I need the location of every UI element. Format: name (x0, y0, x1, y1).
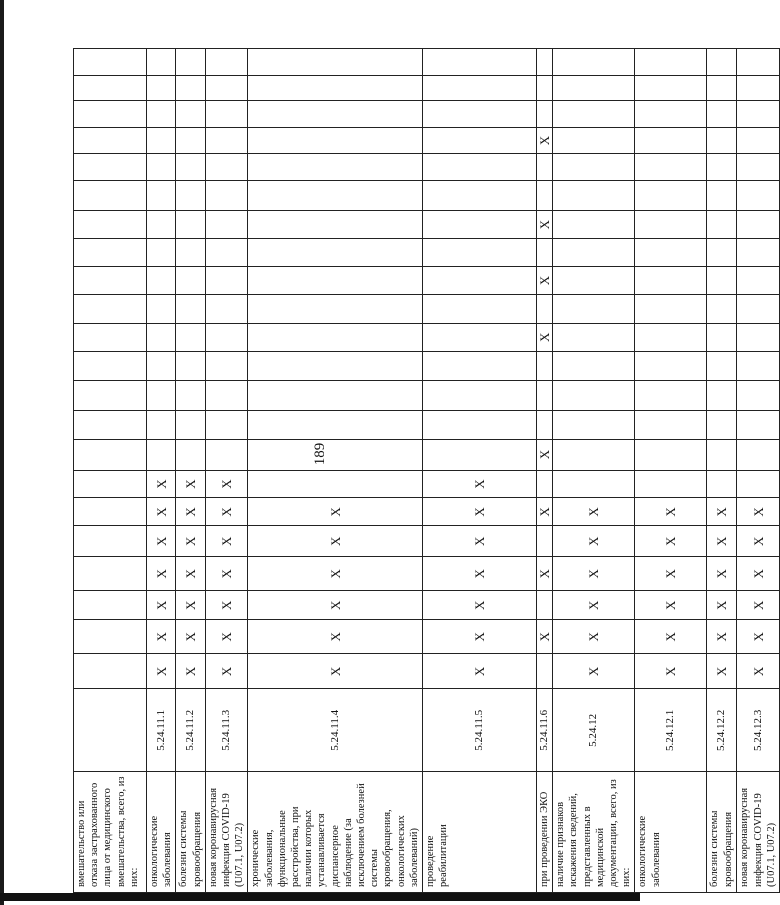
table-cell (176, 439, 205, 470)
table-cell (737, 100, 780, 127)
table-cell (423, 100, 537, 127)
row-label: болезни системы кровообращения (176, 772, 205, 893)
table-cell: X (537, 498, 553, 526)
table-cell (707, 154, 737, 181)
row-code: 5.24.11.5 (423, 689, 537, 772)
row-code: 5.24.11.1 (147, 689, 176, 772)
table-cell (553, 470, 635, 498)
table-row (74, 49, 147, 893)
table-cell: X (147, 591, 176, 620)
table-cell: X (553, 591, 635, 620)
table-cell (205, 323, 248, 351)
table-cell (74, 181, 147, 211)
table-cell (553, 380, 635, 410)
table-cell (553, 100, 635, 127)
table-cell (737, 211, 780, 239)
table-cell (707, 211, 737, 239)
table-cell (74, 591, 147, 620)
table-cell (737, 267, 780, 295)
table-cell (707, 294, 737, 323)
table-cell (537, 351, 553, 380)
table-cell (537, 591, 553, 620)
table-row (707, 49, 737, 893)
table-cell: X (176, 654, 205, 689)
table-cell (423, 410, 537, 439)
table-cell: X (737, 498, 780, 526)
table-cell (205, 181, 248, 211)
table-cell (537, 100, 553, 127)
row-label: при проведении ЭКО (537, 772, 553, 893)
table-cell (74, 267, 147, 295)
table-cell: X (737, 620, 780, 654)
table-cell: X (205, 620, 248, 654)
table-cell: X (248, 526, 423, 557)
table-cell (248, 76, 423, 101)
table-cell: X (635, 526, 707, 557)
table-cell (176, 294, 205, 323)
table-cell (176, 410, 205, 439)
table-cell (553, 49, 635, 76)
table-cell (707, 323, 737, 351)
table-cell (635, 181, 707, 211)
table-cell: X (205, 591, 248, 620)
table-cell: X (176, 557, 205, 591)
table-cell (537, 239, 553, 267)
table-cell (635, 154, 707, 181)
table-cell (737, 181, 780, 211)
table-cell (248, 294, 423, 323)
table-cell (537, 410, 553, 439)
table-cell (635, 380, 707, 410)
page-number: 189 (312, 442, 328, 466)
table-cell (423, 380, 537, 410)
table-cell: X (635, 620, 707, 654)
table-cell: X (553, 557, 635, 591)
table-cell (147, 100, 176, 127)
table-cell (176, 351, 205, 380)
table-cell: X (423, 526, 537, 557)
table-cell (248, 323, 423, 351)
table-cell: X (205, 557, 248, 591)
table-cell: X (537, 557, 553, 591)
table-cell: X (176, 498, 205, 526)
table-cell: X (707, 498, 737, 526)
table-cell (205, 76, 248, 101)
table-cell (74, 154, 147, 181)
table-cell (248, 100, 423, 127)
table-cell (176, 323, 205, 351)
table-cell (176, 267, 205, 295)
table-cell: X (707, 591, 737, 620)
table-cell: X (537, 620, 553, 654)
table-cell: X (205, 654, 248, 689)
table-cell (248, 470, 423, 498)
table-cell: X (423, 557, 537, 591)
table-cell: X (707, 526, 737, 557)
table-cell (248, 439, 423, 470)
table-cell (176, 76, 205, 101)
table-cell (635, 410, 707, 439)
table-cell: X (537, 267, 553, 295)
table-cell: X (635, 654, 707, 689)
table-cell: X (176, 526, 205, 557)
table-cell: X (248, 557, 423, 591)
table-cell (147, 76, 176, 101)
table-cell: X (737, 591, 780, 620)
table-cell (423, 239, 537, 267)
table-cell (423, 49, 537, 76)
table-cell (553, 294, 635, 323)
table-cell (423, 267, 537, 295)
table-cell (423, 154, 537, 181)
table-cell (537, 470, 553, 498)
table-cell (248, 380, 423, 410)
row-label: онкологические заболевания (147, 772, 176, 893)
table-cell (635, 351, 707, 380)
table-cell (147, 127, 176, 154)
table-cell (248, 239, 423, 267)
table-row (248, 49, 423, 893)
table-cell (707, 267, 737, 295)
table-cell (737, 323, 780, 351)
table-cell (248, 49, 423, 76)
table-cell (205, 410, 248, 439)
table-cell (248, 211, 423, 239)
table-cell (737, 470, 780, 498)
table-cell: X (248, 498, 423, 526)
table-cell: X (205, 470, 248, 498)
table-cell: X (147, 620, 176, 654)
table-cell: X (248, 620, 423, 654)
table-cell (423, 294, 537, 323)
table-cell (176, 211, 205, 239)
table-row (635, 49, 707, 893)
table-cell (737, 49, 780, 76)
table-cell (74, 470, 147, 498)
table-cell: X (537, 323, 553, 351)
table-cell (737, 154, 780, 181)
table-cell (707, 439, 737, 470)
table-cell (707, 127, 737, 154)
rotated-table-wrapper (73, 48, 777, 893)
table-cell: X (553, 526, 635, 557)
table-cell (537, 654, 553, 689)
table-cell (248, 181, 423, 211)
table-cell (537, 294, 553, 323)
table-cell (74, 351, 147, 380)
table-row (737, 49, 780, 893)
table-cell (635, 294, 707, 323)
table-row (176, 49, 205, 893)
table-cell (423, 127, 537, 154)
row-label: проведение реабилитации (423, 772, 537, 893)
row-code: 5.24.11.4 (248, 689, 423, 772)
table-cell: X (147, 470, 176, 498)
table-cell (553, 76, 635, 101)
table-cell (737, 351, 780, 380)
table-cell (635, 439, 707, 470)
table-cell (74, 498, 147, 526)
row-code (74, 689, 147, 772)
table-cell: X (635, 591, 707, 620)
row-code: 5.24.11.6 (537, 689, 553, 772)
table-cell (635, 100, 707, 127)
table-cell: X (423, 591, 537, 620)
row-label: новая коронавирусная инфекция COVID-19 (U07.1, U07.2) (737, 772, 780, 893)
table-cell (248, 267, 423, 295)
table-cell (635, 76, 707, 101)
table-cell (707, 380, 737, 410)
table-cell (635, 323, 707, 351)
table-cell: X (176, 470, 205, 498)
table-cell (147, 49, 176, 76)
table-cell (248, 351, 423, 380)
row-code: 5.24.11.3 (205, 689, 248, 772)
table-cell (147, 439, 176, 470)
table-cell (553, 211, 635, 239)
table-cell (205, 351, 248, 380)
table-cell (74, 380, 147, 410)
table-cell: X (176, 620, 205, 654)
table-cell (147, 267, 176, 295)
table-cell: X (635, 498, 707, 526)
row-label: новая коронавирусная инфекция COVID-19 (U07.1, U07.2) (205, 772, 248, 893)
table-cell (74, 557, 147, 591)
table-cell (635, 49, 707, 76)
table-cell (74, 211, 147, 239)
table-cell: X (423, 620, 537, 654)
row-code: 5.24.12.3 (737, 689, 780, 772)
table-cell (737, 439, 780, 470)
table-cell (707, 470, 737, 498)
table-cell (74, 410, 147, 439)
table-cell (147, 323, 176, 351)
row-code: 5.24.12.1 (635, 689, 707, 772)
table-cell: X (205, 526, 248, 557)
table-cell (423, 323, 537, 351)
table-row (537, 49, 553, 893)
table-cell (205, 100, 248, 127)
table-cell (423, 181, 537, 211)
table-cell (553, 181, 635, 211)
table-cell (635, 239, 707, 267)
table-cell: X (205, 498, 248, 526)
table-cell (737, 127, 780, 154)
table-cell (205, 439, 248, 470)
table-cell (74, 620, 147, 654)
table-cell (147, 211, 176, 239)
table-cell: X (737, 557, 780, 591)
table-cell: X (707, 620, 737, 654)
table-cell: X (553, 498, 635, 526)
table-cell (553, 239, 635, 267)
row-label: хронические заболевания, функциональные расстройства, при наличии которых устанавливается диспансерное наблюдение (за исключением болезней системы кровообращения, онкологических заболеваний) (248, 772, 423, 893)
table-cell (147, 410, 176, 439)
table-cell (537, 380, 553, 410)
table-cell (74, 294, 147, 323)
table-cell: X (147, 557, 176, 591)
table-cell (74, 439, 147, 470)
table-cell: X (423, 498, 537, 526)
table-cell (537, 526, 553, 557)
table-cell (537, 76, 553, 101)
table-cell (707, 410, 737, 439)
row-label: наличие признаков искажения сведений, представленных в медицинской документации, всего, из них: (553, 772, 635, 893)
table-cell: X (248, 591, 423, 620)
table-cell (707, 181, 737, 211)
table-cell (248, 127, 423, 154)
table-cell (205, 380, 248, 410)
table-cell (737, 380, 780, 410)
table-cell (553, 127, 635, 154)
table-cell (74, 127, 147, 154)
table-cell: X (537, 439, 553, 470)
table-cell (74, 323, 147, 351)
table-row (423, 49, 537, 893)
table-cell (176, 181, 205, 211)
table-row (553, 49, 635, 893)
table-cell: X (537, 127, 553, 154)
table-cell (635, 211, 707, 239)
row-code: 5.24.11.2 (176, 689, 205, 772)
table-row (205, 49, 248, 893)
table-cell (537, 49, 553, 76)
table-cell (707, 239, 737, 267)
table-cell (74, 239, 147, 267)
table-cell (707, 351, 737, 380)
table-cell (423, 211, 537, 239)
row-code: 5.24.12 (553, 689, 635, 772)
table-cell (176, 239, 205, 267)
table-cell (147, 239, 176, 267)
table-row (147, 49, 176, 893)
table-cell (423, 351, 537, 380)
table-cell: X (635, 557, 707, 591)
table-cell: X (537, 211, 553, 239)
table-cell (635, 470, 707, 498)
table-cell (74, 100, 147, 127)
table-cell (737, 239, 780, 267)
row-code: 5.24.12.2 (707, 689, 737, 772)
table-cell (205, 127, 248, 154)
table-cell: X (248, 654, 423, 689)
table-cell: X (147, 526, 176, 557)
table-cell: X (147, 654, 176, 689)
table-cell (176, 127, 205, 154)
table-cell (553, 267, 635, 295)
table-cell: X (737, 526, 780, 557)
table-cell: X (707, 557, 737, 591)
table-cell (635, 127, 707, 154)
table-cell (707, 100, 737, 127)
table-cell (205, 239, 248, 267)
table-cell (74, 49, 147, 76)
table-cell (737, 294, 780, 323)
table-cell (707, 76, 737, 101)
row-label: болезни системы кровообращения (707, 772, 737, 893)
table-cell (74, 76, 147, 101)
table-cell (553, 323, 635, 351)
table-cell (205, 154, 248, 181)
table-cell (737, 76, 780, 101)
table-cell: X (423, 470, 537, 498)
table-cell (553, 439, 635, 470)
table-cell (176, 380, 205, 410)
table-cell (635, 267, 707, 295)
table-cell (737, 410, 780, 439)
scan-edge-strip (0, 0, 4, 905)
table-cell: X (423, 654, 537, 689)
row-label: вмешательство или отказа застрахованного лица от медицинского вмешательства, всего, из них: (74, 772, 147, 893)
table-cell: X (147, 498, 176, 526)
table-cell (176, 100, 205, 127)
table-cell: X (737, 654, 780, 689)
table-cell: X (707, 654, 737, 689)
table-cell (176, 49, 205, 76)
table-cell (423, 439, 537, 470)
table-cell (147, 181, 176, 211)
table-cell (74, 526, 147, 557)
table-cell (147, 380, 176, 410)
table-cell (176, 154, 205, 181)
table-cell (553, 410, 635, 439)
row-label: онкологические заболевания (635, 772, 707, 893)
table-cell (707, 49, 737, 76)
table-cell (423, 76, 537, 101)
table-cell (537, 154, 553, 181)
table-cell (537, 181, 553, 211)
table-cell: X (553, 654, 635, 689)
table-cell (248, 154, 423, 181)
table-cell (205, 211, 248, 239)
table-cell (147, 351, 176, 380)
table-cell (553, 351, 635, 380)
table-cell: X (176, 591, 205, 620)
statistics-table (73, 48, 780, 893)
table-cell (74, 654, 147, 689)
table-cell (248, 410, 423, 439)
scan-bottom-bar (0, 893, 640, 901)
table-cell (205, 49, 248, 76)
table-cell (147, 294, 176, 323)
table-cell (553, 154, 635, 181)
table-cell (147, 154, 176, 181)
table-cell: X (553, 620, 635, 654)
table-cell (205, 267, 248, 295)
table-cell (205, 294, 248, 323)
